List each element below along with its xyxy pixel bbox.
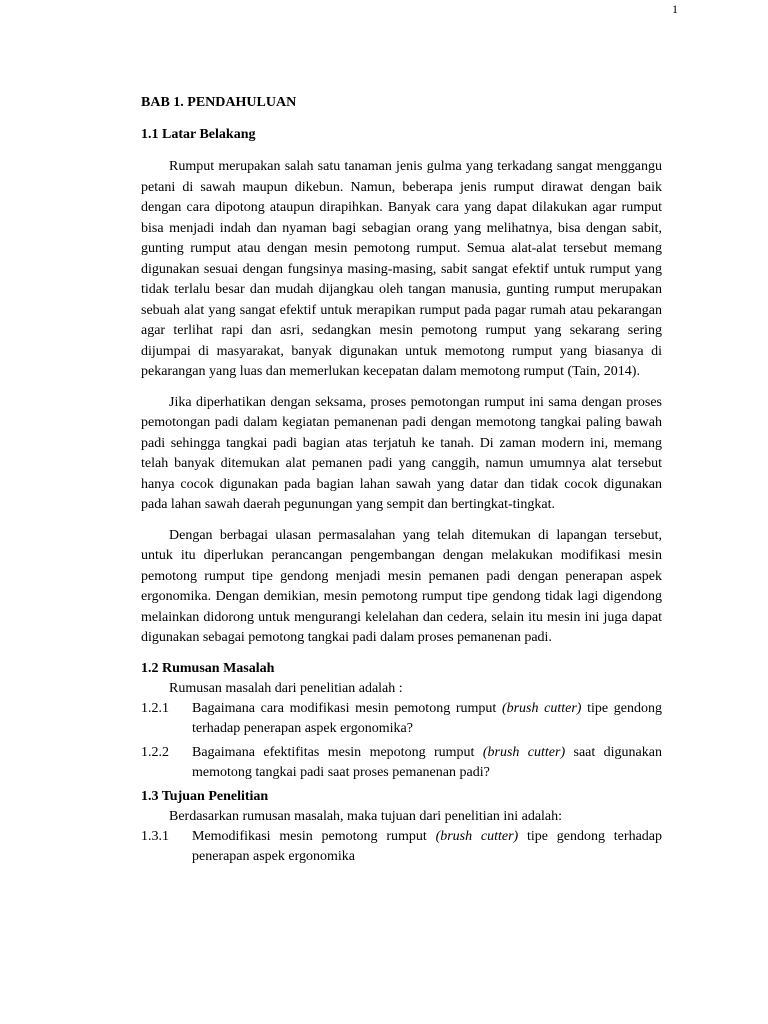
section-heading-latar-belakang: 1.1 Latar Belakang bbox=[141, 127, 256, 142]
list-item-text: Memodifikasi mesin pemotong rumput bbox=[192, 828, 436, 844]
list-item-number: 1.2.1 bbox=[141, 700, 169, 716]
list-item-italic: (brush cutter) bbox=[435, 828, 519, 844]
list-item-italic: (brush cutter) bbox=[501, 700, 582, 716]
section-intro: Rumusan masalah dari penelitian adalah : bbox=[169, 680, 403, 696]
list-item-text: tipe gendong terhadap penerapan aspek ergonomika? bbox=[192, 700, 662, 736]
list-item-text: Bagaimana cara modifikasi mesin pemotong rumput bbox=[192, 700, 502, 716]
list-item-text: tipe gendong terhadap penerapan aspek ergonomika bbox=[192, 828, 662, 864]
paragraph: Jika diperhatikan dengan seksama, proses pemotongan rumput ini sama dengan proses pemotongan padi dalam kegiatan pemanenan padi dengan memotong tangkai paling bawah padi sehingga tangkai padi bagian atas terjatuh ke tanah. Di zaman modern ini, memang telah banyak ditemukan alat pemanen padi yang canggih, namun umumnya alat tersebut hanya cocok digunakan pada bagian lahan sawah yang datar dan tidak cocok digunakan pada lahan sawah daerah pegunungan yang sempit dan bertingkat-tingkat. bbox=[141, 394, 662, 512]
chapter-title: BAB 1. PENDAHULUAN bbox=[141, 95, 297, 110]
list-item bbox=[141, 743, 662, 783]
document-body bbox=[141, 93, 662, 871]
page-number: 1 bbox=[672, 2, 678, 16]
section-intro: Berdasarkan rumusan masalah, maka tujuan dari penelitian ini adalah: bbox=[169, 808, 563, 824]
list-item-italic: (brush cutter) bbox=[482, 744, 566, 760]
list-item-text: Bagaimana efektifitas mesin mepotong rumput bbox=[192, 744, 483, 760]
section-heading-tujuan-penelitian: 1.3 Tujuan Penelitian bbox=[141, 788, 269, 804]
list-item bbox=[141, 827, 662, 867]
list-item-text: saat digunakan memotong tangkai padi saat proses pemanenan padi? bbox=[192, 744, 662, 780]
list-item bbox=[141, 699, 662, 739]
paragraph: Rumput merupakan salah satu tanaman jenis gulma yang terkadang sangat menggangu petani di sawah maupun dikebun. Namun, beberapa jenis rumput dirawat dengan baik dengan cara dipotong ataupun dirapihkan. Banyak cara yang dapat dilakukan agar rumput bisa menjadi indah dan nyaman bagi sebagian orang yang melihatnya, bisa dengan sabit, gunting rumput atau dengan mesin pemotong rumput. Semua alat-alat tersebut memang digunakan sesuai dengan fungsinya masing-masing, sabit sangat efektif untuk rumput yang tidak terlalu besar dan mudah dijangkau oleh tangan manusia, gunting rumput merupakan sebuah alat yang sangat efektif untuk merapikan rumput pada pagar rumah atau pekarangan agar terlihat rapi dan asri, sedangkan mesin pemotong rumput yang sekarang sering dijumpai di masyarakat, banyak digunakan untuk memotong rumput yang biasanya di pekarangan yang luas dan memerlukan kecepatan dalam memotong rumput (Tain, 2014). bbox=[141, 159, 662, 379]
section-heading-rumusan-masalah: 1.2 Rumusan Masalah bbox=[141, 660, 275, 676]
list-item-number: 1.2.2 bbox=[141, 744, 169, 760]
paragraph: Dengan berbagai ulasan permasalahan yang telah ditemukan di lapangan tersebut, untuk itu diperlukan perancangan pengembangan dengan melakukan modifikasi mesin pemotong rumput tipe gendong menjadi mesin pemanen padi dengan penerapan aspek ergonomika. Dengan demikian, mesin pemotong rumput tipe gendong tidak lagi digendong melainkan didorong untuk mengurangi kelelahan dan cedera, selain itu mesin ini juga dapat digunakan sebagai pemotong tangkai padi dalam proses pemanenan padi. bbox=[141, 527, 662, 645]
list-item-number: 1.3.1 bbox=[141, 828, 169, 844]
